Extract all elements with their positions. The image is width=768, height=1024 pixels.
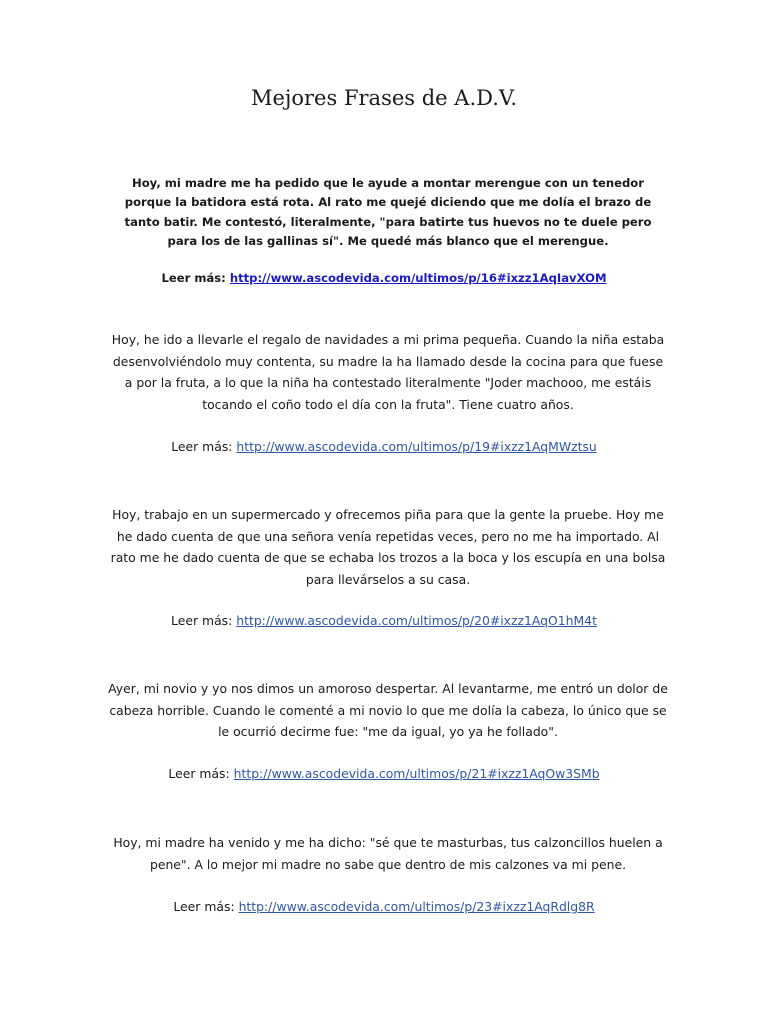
- read-more-link[interactable]: http://www.ascodevida.com/ultimos/p/23#ixzz1AqRdlg8R: [238, 899, 595, 914]
- read-more-label: Leer más:: [173, 899, 239, 914]
- read-more-label: Leer más:: [161, 271, 230, 285]
- read-more-line: [0, 437, 768, 457]
- quote-text: Hoy, mi madre me ha pedido que le ayude a montar merengue con un tenedor porque la batidora está rota. Al rato me quejé diciendo que me dolía el brazo de tanto batir. Me contestó, literalmente, "para batirte tus huevos no te duele pero para los de las gallinas sí". Me quedé más blanco que el merengue.: [124, 176, 652, 248]
- quote-entry: [108, 832, 668, 875]
- quote-text: Ayer, mi novio y yo nos dimos un amoroso despertar. Al levantarme, me entró un dolor de cabeza horrible. Cuando le comenté a mi novio lo que me dolía la cabeza, lo único que se le ocurrió decirme fue: "me da igual, yo ya he follado".: [108, 681, 668, 739]
- quote-text: Hoy, trabajo en un supermercado y ofrecemos piña para que la gente la pruebe. Hoy me he dado cuenta de que una señora venía repetidas veces, pero no me ha importado. Al rato me he dado cuenta de que se echaba los trozos a la boca y los escupía en una bolsa para llevárselos a su casa.: [110, 507, 666, 587]
- quote-entry: [108, 678, 668, 743]
- read-more-label: Leer más:: [171, 613, 237, 628]
- read-more-link[interactable]: http://www.ascodevida.com/ultimos/p/16#ixzz1AqIavXOM: [229, 271, 607, 285]
- page-title: Mejores Frases de A.D.V.: [250, 86, 518, 110]
- read-more-line: [0, 268, 768, 288]
- read-more-label: Leer más:: [168, 766, 234, 781]
- read-more-link[interactable]: http://www.ascodevida.com/ultimos/p/20#ixzz1AqO1hM4t: [236, 613, 597, 628]
- read-more-line: [0, 897, 768, 917]
- quote-entry: [108, 504, 668, 590]
- read-more-line: [0, 611, 768, 631]
- read-more-label: Leer más:: [171, 439, 237, 454]
- read-more-link[interactable]: http://www.ascodevida.com/ultimos/p/21#ixzz1AqOw3SMb: [233, 766, 600, 781]
- read-more-line: [0, 764, 768, 784]
- quote-entry: [108, 174, 668, 251]
- quote-entry: [108, 329, 668, 415]
- quote-text: Hoy, he ido a llevarle el regalo de navidades a mi prima pequeña. Cuando la niña estaba desenvolviéndolo muy contenta, su madre la ha llamado desde la cocina para que fuese a por la fruta, a lo que la niña ha contestado literalmente "Joder machooo, me estáis tocando el coño todo el día con la fruta". Tiene cuatro años.: [111, 332, 665, 412]
- quote-text: Hoy, mi madre ha venido y me ha dicho: "sé que te masturbas, tus calzoncillos huelen a pene". A lo mejor mi madre no sabe que dentro de mis calzones va mi pene.: [113, 835, 663, 872]
- read-more-link[interactable]: http://www.ascodevida.com/ultimos/p/19#ixzz1AqMWztsu: [236, 439, 597, 454]
